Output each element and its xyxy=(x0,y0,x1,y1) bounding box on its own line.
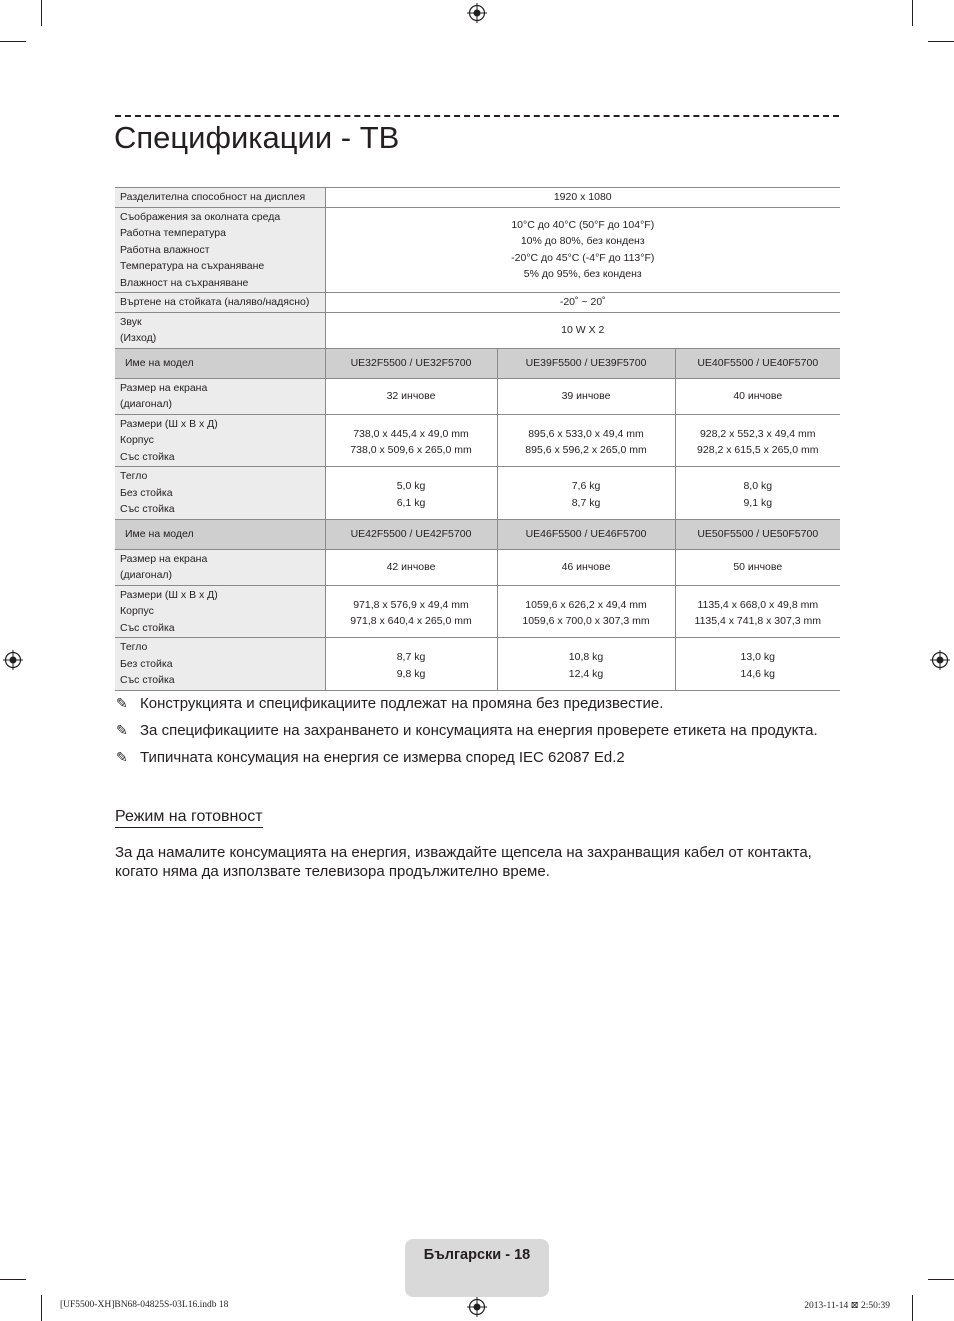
swivel-value: -20˚ ~ 20˚ xyxy=(325,293,840,313)
model-name-label: Име на модел xyxy=(115,519,325,549)
registration-mark-icon xyxy=(930,650,950,670)
note-text: Конструкцията и спецификациите подлежат на промяна без предизвестие. xyxy=(140,695,664,712)
model-name: UE39F5500 / UE39F5700 xyxy=(497,348,675,378)
weight-label: Тегло Без стойка Със стойка xyxy=(115,467,325,520)
standby-section-title: Режим на готовност xyxy=(115,808,263,828)
crop-mark xyxy=(0,1279,26,1280)
model-name: UE40F5500 / UE40F5700 xyxy=(675,348,840,378)
table-row xyxy=(115,188,840,208)
environment-label: Съображения за околната среда Работна температура Работна влажност Температура на съхраняване Влажност на съхраняване xyxy=(115,207,325,293)
resolution-label: Разделителна способност на дисплея xyxy=(115,188,325,208)
screen-size-value: 50 инчове xyxy=(675,549,840,585)
weight-value: 5,0 kg 6,1 kg xyxy=(325,467,497,520)
crop-mark xyxy=(0,41,26,42)
weight-label: Тегло Без стойка Със стойка xyxy=(115,638,325,691)
crop-mark xyxy=(912,1295,913,1321)
dimensions-value: 1059,6 x 626,2 x 49,4 mm 1059,6 x 700,0 x 307,3 mm xyxy=(497,585,675,638)
pencil-icon: ✎ xyxy=(116,722,128,738)
footer-timestamp: 2013-11-14 ⊠ 2:50:39 xyxy=(804,1301,890,1311)
resolution-value: 1920 x 1080 xyxy=(325,188,840,208)
model-name: UE32F5500 / UE32F5700 xyxy=(325,348,497,378)
note-text: За спецификациите на захранването и консумацията на енергия проверете етикета на продукта. xyxy=(140,722,818,739)
table-row xyxy=(115,549,840,585)
dimensions-label: Размери (Ш x В x Д) Корпус Със стойка xyxy=(115,585,325,638)
crop-mark xyxy=(928,1279,954,1280)
table-row xyxy=(115,467,840,520)
standby-paragraph: За да намалите консумацията на енергия, изваждайте щепсела на захранващия кабел от контакта, когато няма да използвате телевизора продължително време. xyxy=(115,844,812,880)
weight-value: 10,8 kg 12,4 kg xyxy=(497,638,675,691)
page-label: Български - 18 xyxy=(423,1247,531,1263)
specifications-table xyxy=(115,187,840,691)
screen-size-value: 32 инчове xyxy=(325,378,497,414)
crop-mark xyxy=(928,41,954,42)
table-row xyxy=(115,638,840,691)
note-item xyxy=(115,694,840,713)
table-row xyxy=(115,414,840,467)
table-row xyxy=(115,293,840,313)
dimensions-value: 738,0 x 445,4 x 49,0 mm 738,0 x 509,6 x 265,0 mm xyxy=(325,414,497,467)
model-name: UE42F5500 / UE42F5700 xyxy=(325,519,497,549)
table-row xyxy=(115,348,840,378)
dimensions-label: Размери (Ш x В x Д) Корпус Със стойка xyxy=(115,414,325,467)
registration-mark-icon xyxy=(467,1297,487,1317)
table-row xyxy=(115,312,840,348)
weight-value: 7,6 kg 8,7 kg xyxy=(497,467,675,520)
weight-value: 8,7 kg 9,8 kg xyxy=(325,638,497,691)
weight-value: 8,0 kg 9,1 kg xyxy=(675,467,840,520)
weight-value: 13,0 kg 14,6 kg xyxy=(675,638,840,691)
pencil-icon: ✎ xyxy=(116,695,128,711)
note-text: Типичната консумация на енергия се измерва според IEC 62087 Ed.2 xyxy=(140,749,625,766)
table-row xyxy=(115,207,840,293)
screen-size-value: 40 инчове xyxy=(675,378,840,414)
page-title: Спецификации - ТВ xyxy=(114,120,400,155)
table-row xyxy=(115,378,840,414)
crop-mark xyxy=(41,1295,42,1321)
notes-list xyxy=(115,694,840,775)
environment-value: 10°C до 40°C (50°F до 104°F) 10% до 80%, без конденз -20°C до 45°C (-4°F до 113°F) 5% до 95%, без конденз xyxy=(325,207,840,293)
table-row xyxy=(115,585,840,638)
dimensions-value: 1135,4 x 668,0 x 49,8 mm 1135,4 x 741,8 x 307,3 mm xyxy=(675,585,840,638)
screen-size-value: 42 инчове xyxy=(325,549,497,585)
dimensions-value: 895,6 x 533,0 x 49,4 mm 895,6 x 596,2 x 265,0 mm xyxy=(497,414,675,467)
crop-mark xyxy=(41,0,42,26)
sound-label: Звук (Изход) xyxy=(115,312,325,348)
note-item xyxy=(115,748,840,767)
footer-file-info: [UF5500-XH]BN68-04825S-03L16.indb 18 xyxy=(60,1300,229,1310)
screen-size-label: Размер на екрана (диагонал) xyxy=(115,378,325,414)
pencil-icon: ✎ xyxy=(116,749,128,765)
crop-mark xyxy=(912,0,913,26)
swivel-label: Въртене на стойката (наляво/надясно) xyxy=(115,293,325,313)
registration-mark-icon xyxy=(467,3,487,23)
page-number-tab xyxy=(405,1239,549,1297)
registration-mark-icon xyxy=(3,650,23,670)
note-item xyxy=(115,721,840,740)
screen-size-value: 39 инчове xyxy=(497,378,675,414)
dimensions-value: 928,2 x 552,3 x 49,4 mm 928,2 x 615,5 x 265,0 mm xyxy=(675,414,840,467)
header-dashed-divider xyxy=(115,115,839,117)
model-name: UE50F5500 / UE50F5700 xyxy=(675,519,840,549)
sound-value: 10 W X 2 xyxy=(325,312,840,348)
table-row xyxy=(115,519,840,549)
model-name-label: Име на модел xyxy=(115,348,325,378)
dimensions-value: 971,8 x 576,9 x 49,4 mm 971,8 x 640,4 x 265,0 mm xyxy=(325,585,497,638)
screen-size-value: 46 инчове xyxy=(497,549,675,585)
model-name: UE46F5500 / UE46F5700 xyxy=(497,519,675,549)
screen-size-label: Размер на екрана (диагонал) xyxy=(115,549,325,585)
